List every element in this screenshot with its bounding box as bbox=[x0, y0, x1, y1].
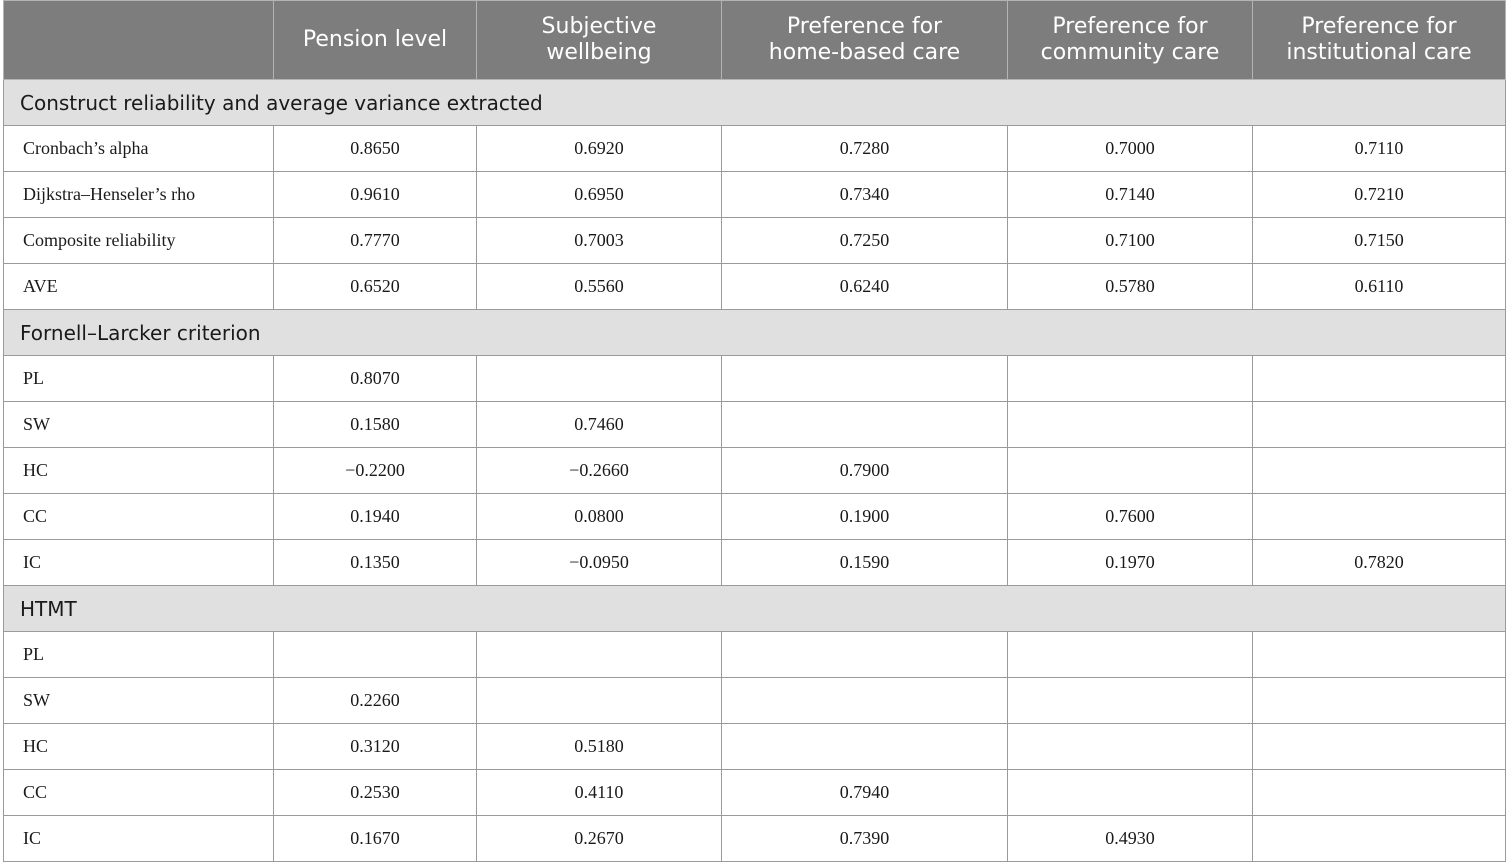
value-cell: 0.6520 bbox=[274, 264, 477, 310]
value-cell: 0.7100 bbox=[1008, 218, 1253, 264]
value-cell bbox=[1253, 402, 1506, 448]
value-cell: 0.6920 bbox=[477, 126, 722, 172]
value-cell: 0.7600 bbox=[1008, 494, 1253, 540]
value-cell bbox=[1253, 632, 1506, 678]
value-cell: 0.7140 bbox=[1008, 172, 1253, 218]
value-cell bbox=[1008, 724, 1253, 770]
table-row bbox=[4, 816, 1506, 862]
section-title: Construct reliability and average variance extracted bbox=[4, 80, 1506, 126]
table-row bbox=[4, 770, 1506, 816]
value-cell bbox=[1008, 356, 1253, 402]
value-cell bbox=[722, 724, 1008, 770]
value-cell: 0.1580 bbox=[274, 402, 477, 448]
value-cell: 0.7250 bbox=[722, 218, 1008, 264]
value-cell: 0.7940 bbox=[722, 770, 1008, 816]
column-header: Preference for home-based care bbox=[722, 1, 1008, 80]
row-label: CC bbox=[4, 770, 274, 816]
section-row bbox=[4, 586, 1506, 632]
value-cell: 0.7460 bbox=[477, 402, 722, 448]
row-label: SW bbox=[4, 402, 274, 448]
value-cell: 0.7820 bbox=[1253, 540, 1506, 586]
value-cell bbox=[1008, 632, 1253, 678]
value-cell bbox=[1253, 816, 1506, 862]
value-cell: 0.5780 bbox=[1008, 264, 1253, 310]
section-row bbox=[4, 80, 1506, 126]
value-cell: 0.1940 bbox=[274, 494, 477, 540]
value-cell: 0.7390 bbox=[722, 816, 1008, 862]
section-title: Fornell–Larcker criterion bbox=[4, 310, 1506, 356]
value-cell: 0.7280 bbox=[722, 126, 1008, 172]
value-cell: 0.6950 bbox=[477, 172, 722, 218]
value-cell: −0.0950 bbox=[477, 540, 722, 586]
table-row bbox=[4, 540, 1506, 586]
value-cell: −0.2660 bbox=[477, 448, 722, 494]
value-cell: 0.4110 bbox=[477, 770, 722, 816]
value-cell bbox=[1253, 770, 1506, 816]
table-row bbox=[4, 356, 1506, 402]
value-cell bbox=[1253, 448, 1506, 494]
value-cell: 0.1590 bbox=[722, 540, 1008, 586]
value-cell: 0.7900 bbox=[722, 448, 1008, 494]
value-cell: 0.1900 bbox=[722, 494, 1008, 540]
value-cell: 0.7110 bbox=[1253, 126, 1506, 172]
row-label: IC bbox=[4, 540, 274, 586]
column-header: Preference for institutional care bbox=[1253, 1, 1506, 80]
table-row bbox=[4, 402, 1506, 448]
value-cell bbox=[1008, 402, 1253, 448]
row-label: IC bbox=[4, 816, 274, 862]
column-header: Subjective wellbeing bbox=[477, 1, 722, 80]
value-cell bbox=[1253, 678, 1506, 724]
value-cell: 0.1350 bbox=[274, 540, 477, 586]
value-cell bbox=[477, 356, 722, 402]
row-label: CC bbox=[4, 494, 274, 540]
value-cell bbox=[1008, 678, 1253, 724]
value-cell: −0.2200 bbox=[274, 448, 477, 494]
value-cell bbox=[274, 632, 477, 678]
value-cell: 0.1970 bbox=[1008, 540, 1253, 586]
table-row bbox=[4, 448, 1506, 494]
value-cell: 0.0800 bbox=[477, 494, 722, 540]
value-cell bbox=[477, 678, 722, 724]
table-row bbox=[4, 678, 1506, 724]
table-row bbox=[4, 632, 1506, 678]
column-header: Preference for community care bbox=[1008, 1, 1253, 80]
header-row bbox=[4, 1, 1506, 80]
value-cell: 0.6240 bbox=[722, 264, 1008, 310]
row-label: AVE bbox=[4, 264, 274, 310]
value-cell: 0.7003 bbox=[477, 218, 722, 264]
value-cell: 0.7150 bbox=[1253, 218, 1506, 264]
table-row bbox=[4, 218, 1506, 264]
value-cell bbox=[1253, 724, 1506, 770]
row-label: Cronbach’s alpha bbox=[4, 126, 274, 172]
row-label: PL bbox=[4, 632, 274, 678]
row-label: Dijkstra–Henseler’s rho bbox=[4, 172, 274, 218]
value-cell: 0.6110 bbox=[1253, 264, 1506, 310]
value-cell: 0.2260 bbox=[274, 678, 477, 724]
value-cell: 0.9610 bbox=[274, 172, 477, 218]
value-cell bbox=[1008, 448, 1253, 494]
table-row bbox=[4, 264, 1506, 310]
value-cell: 0.8070 bbox=[274, 356, 477, 402]
value-cell: 0.7340 bbox=[722, 172, 1008, 218]
table-row bbox=[4, 724, 1506, 770]
table-row bbox=[4, 494, 1506, 540]
table-body bbox=[4, 80, 1506, 862]
value-cell: 0.4930 bbox=[1008, 816, 1253, 862]
value-cell: 0.7000 bbox=[1008, 126, 1253, 172]
column-header: Pension level bbox=[274, 1, 477, 80]
value-cell: 0.1670 bbox=[274, 816, 477, 862]
row-label: HC bbox=[4, 448, 274, 494]
value-cell bbox=[1008, 770, 1253, 816]
value-cell: 0.2530 bbox=[274, 770, 477, 816]
table-header bbox=[4, 1, 1506, 80]
value-cell bbox=[477, 632, 722, 678]
row-label: HC bbox=[4, 724, 274, 770]
table-row bbox=[4, 172, 1506, 218]
table-row bbox=[4, 126, 1506, 172]
section-title: HTMT bbox=[4, 586, 1506, 632]
row-label: PL bbox=[4, 356, 274, 402]
results-table bbox=[3, 0, 1506, 862]
value-cell: 0.7770 bbox=[274, 218, 477, 264]
row-label: SW bbox=[4, 678, 274, 724]
value-cell: 0.2670 bbox=[477, 816, 722, 862]
value-cell bbox=[722, 678, 1008, 724]
value-cell bbox=[722, 402, 1008, 448]
value-cell: 0.5180 bbox=[477, 724, 722, 770]
section-row bbox=[4, 310, 1506, 356]
row-label: Composite reliability bbox=[4, 218, 274, 264]
value-cell bbox=[722, 632, 1008, 678]
value-cell: 0.5560 bbox=[477, 264, 722, 310]
value-cell bbox=[722, 356, 1008, 402]
value-cell bbox=[1253, 356, 1506, 402]
value-cell: 0.7210 bbox=[1253, 172, 1506, 218]
value-cell: 0.8650 bbox=[274, 126, 477, 172]
value-cell bbox=[1253, 494, 1506, 540]
value-cell: 0.3120 bbox=[274, 724, 477, 770]
header-cell-empty bbox=[4, 1, 274, 80]
